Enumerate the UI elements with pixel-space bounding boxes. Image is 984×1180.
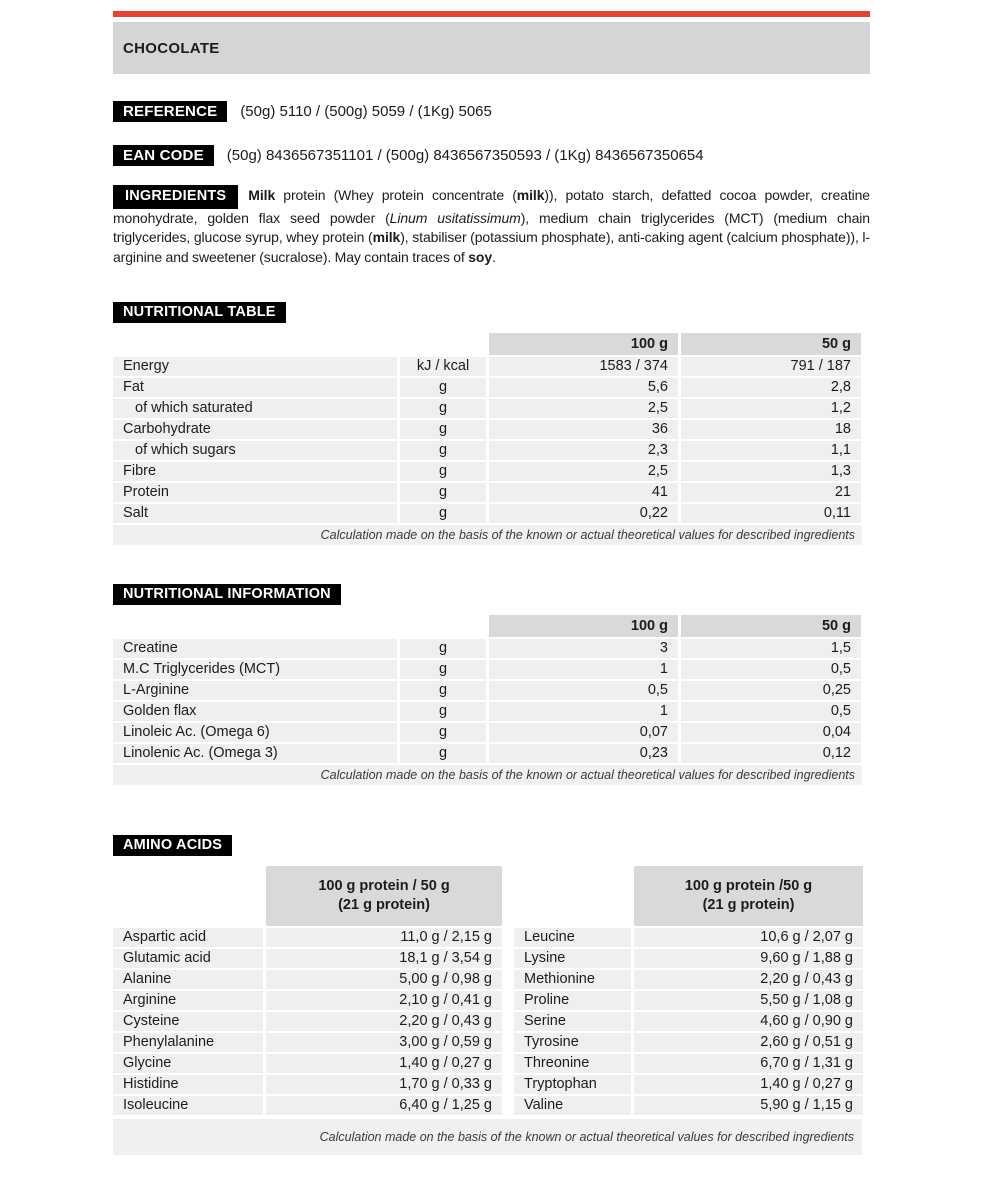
nutritional-information-section [113,584,870,605]
nutritional-information-table [113,615,862,763]
amino-acid-value: 2,20 g / 0,43 g [266,1012,502,1031]
nutrient-unit: g [400,702,486,721]
amino-acid-value: 5,90 g / 1,15 g [634,1096,863,1115]
nutrient-value-100g: 36 [489,420,678,439]
nutrient-value-50g: 1,1 [681,441,861,460]
header-spacer [400,333,486,355]
ingredient-text-segment: milk [516,187,545,203]
ingredient-text-segment: soy [468,248,493,265]
amino-acid-value: 2,10 g / 0,41 g [266,991,502,1010]
nutrient-value-50g: 791 / 187 [681,357,861,376]
amino-acid-name: Proline [514,991,631,1010]
nutrient-value-100g: 5,6 [489,378,678,397]
amino-acids-table-left [113,866,502,1115]
reference-value: (50g) 5110 / (500g) 5059 / (1Kg) 5065 [240,102,492,120]
amino-acid-value: 1,40 g / 0,27 g [634,1075,863,1094]
reference-row [113,100,870,122]
nutritional-information-footnote: Calculation made on the basis of the known or actual theoretical values for described ingredients [113,765,862,785]
nutrient-value-50g: 0,5 [681,660,861,679]
amino-left-header-line1: 100 g protein / 50 g [318,878,450,894]
nutrient-value-100g: 2,3 [489,441,678,460]
amino-acid-name: Histidine [113,1075,263,1094]
amino-acid-name: Aspartic acid [113,928,263,947]
nutrient-name: Golden flax [113,702,397,721]
nutrient-unit: g [400,462,486,481]
amino-acids-footnote-band [113,1119,862,1155]
ingredient-text-segment: Milk [248,187,276,203]
amino-acids-section [113,835,870,856]
nutrient-value-100g: 0,5 [489,681,678,700]
amino-acid-name: Serine [514,1012,631,1031]
amino-acid-value: 1,40 g / 0,27 g [266,1054,502,1073]
nutrient-name: Linolenic Ac. (Omega 3) [113,744,397,763]
amino-acid-value: 5,50 g / 1,08 g [634,991,863,1010]
amino-acid-name: Methionine [514,970,631,989]
nutrient-value-100g: 1 [489,702,678,721]
nutritional-table [113,333,862,523]
nutrient-name: M.C Triglycerides (MCT) [113,660,397,679]
nutrient-unit: g [400,399,486,418]
column-header-100g: 100 g [489,615,678,637]
header-spacer [113,615,397,637]
ingredient-text-segment: Linum usitatissimum [389,209,521,226]
nutrient-unit: g [400,420,486,439]
nutrient-unit: g [400,441,486,460]
amino-acid-name: Valine [514,1096,631,1115]
nutrient-name: Fibre [113,462,397,481]
nutritional-table-section [113,302,870,323]
flavour-title: CHOCOLATE [123,39,220,57]
ingredients-label: INGREDIENTS [113,185,238,209]
amino-left-column-header [266,866,502,926]
header-spacer [400,615,486,637]
nutrient-value-100g: 41 [489,483,678,502]
nutritional-table-heading: NUTRITIONAL TABLE [113,302,286,323]
nutrient-unit: g [400,639,486,658]
nutrient-unit: g [400,744,486,763]
nutrient-unit: g [400,504,486,523]
amino-acid-name: Tryptophan [514,1075,631,1094]
nutrient-value-100g: 2,5 [489,399,678,418]
nutrient-value-50g: 21 [681,483,861,502]
ingredient-text-segment: ), medium chain triglycerides (MCT) (medium chain triglycerides, glucose syrup, whey protein ( [113,209,870,245]
amino-right-column-header [634,866,863,926]
nutrient-name: of which sugars [113,441,397,460]
amino-acid-value: 18,1 g / 3,54 g [266,949,502,968]
amino-right-header-line2: (21 g protein) [702,897,795,913]
reference-label: REFERENCE [113,101,227,122]
nutrient-name: Carbohydrate [113,420,397,439]
nutrient-name: Salt [113,504,397,523]
nutritional-information-heading: NUTRITIONAL INFORMATION [113,584,341,605]
amino-acid-name: Glycine [113,1054,263,1073]
ean-code-value: (50g) 8436567351101 / (500g) 8436567350593 / (1Kg) 8436567350654 [226,146,704,164]
ingredient-text-segment: . [492,248,496,265]
amino-acid-name: Arginine [113,991,263,1010]
amino-acid-name: Tyrosine [514,1033,631,1052]
nutrient-value-100g: 1583 / 374 [489,357,678,376]
amino-right-header-line1: 100 g protein /50 g [684,878,813,894]
amino-acid-value: 9,60 g / 1,88 g [634,949,863,968]
nutrient-value-100g: 2,5 [489,462,678,481]
amino-acid-name: Isoleucine [113,1096,263,1115]
ingredient-text-segment: )), potato starch, defatted cocoa powder, creatine monohydrate, golden flax seed powder ( [113,187,870,226]
nutrient-value-50g: 18 [681,420,861,439]
nutrient-value-50g: 1,2 [681,399,861,418]
nutrient-name: Creatine [113,639,397,658]
ean-code-label: EAN CODE [113,145,214,166]
nutrient-name: of which saturated [113,399,397,418]
nutrient-unit: g [400,723,486,742]
nutrient-unit: g [400,681,486,700]
nutrient-value-50g: 0,5 [681,702,861,721]
nutrient-name: Linoleic Ac. (Omega 6) [113,723,397,742]
amino-acid-name: Threonine [514,1054,631,1073]
header-spacer [113,333,397,355]
amino-acids-heading: AMINO ACIDS [113,835,232,856]
nutrient-name: Fat [113,378,397,397]
ingredient-text-segment: milk [372,229,401,245]
amino-acid-name: Leucine [514,928,631,947]
nutrient-value-50g: 0,12 [681,744,861,763]
header-spacer [113,866,263,926]
column-header-50g: 50 g [681,615,861,637]
nutrient-unit: kJ / kcal [400,357,486,376]
amino-acid-name: Cysteine [113,1012,263,1031]
nutrient-name: Energy [113,357,397,376]
nutrient-value-50g: 0,11 [681,504,861,523]
amino-acid-value: 10,6 g / 2,07 g [634,928,863,947]
column-header-50g: 50 g [681,333,861,355]
sheet-content [113,0,870,1155]
amino-acid-value: 1,70 g / 0,33 g [266,1075,502,1094]
amino-acid-name: Phenylalanine [113,1033,263,1052]
ingredient-text-segment: protein (Whey protein concentrate ( [275,187,517,203]
nutrient-unit: g [400,378,486,397]
column-header-100g: 100 g [489,333,678,355]
flavour-title-box [113,22,870,74]
nutrient-value-100g: 3 [489,639,678,658]
amino-acid-value: 11,0 g / 2,15 g [266,928,502,947]
nutrient-value-50g: 1,5 [681,639,861,658]
nutrient-value-50g: 0,04 [681,723,861,742]
nutrient-value-50g: 2,8 [681,378,861,397]
amino-acid-value: 4,60 g / 0,90 g [634,1012,863,1031]
nutrient-value-50g: 1,3 [681,462,861,481]
nutrient-value-50g: 0,25 [681,681,861,700]
amino-acid-name: Glutamic acid [113,949,263,968]
nutrient-unit: g [400,483,486,502]
amino-acid-value: 5,00 g / 0,98 g [266,970,502,989]
amino-acid-value: 6,40 g / 1,25 g [266,1096,502,1115]
nutrient-value-100g: 0,23 [489,744,678,763]
top-accent-bar [113,11,870,17]
amino-acid-value: 6,70 g / 1,31 g [634,1054,863,1073]
amino-acids-table-right [514,866,863,1115]
amino-acid-value: 3,00 g / 0,59 g [266,1033,502,1052]
nutrient-value-100g: 0,07 [489,723,678,742]
nutrient-unit: g [400,660,486,679]
amino-acid-name: Alanine [113,970,263,989]
nutrient-name: Protein [113,483,397,502]
nutrient-value-100g: 1 [489,660,678,679]
header-spacer [514,866,631,926]
ingredient-text-segment: ), stabiliser (potassium phosphate), anti-caking agent (calcium phosphate)), l-arginine and sweetener (sucralose). May contain traces of [113,229,870,265]
nutrient-name: L-Arginine [113,681,397,700]
amino-left-header-line2: (21 g protein) [338,897,430,913]
amino-acids-tables [113,866,862,1115]
nutrient-value-100g: 0,22 [489,504,678,523]
ean-code-row [113,144,870,166]
amino-acids-footnote: Calculation made on the basis of the known or actual theoretical values for described ingredients [319,1130,854,1144]
nutritional-table-footnote: Calculation made on the basis of the known or actual theoretical values for described ingredients [113,525,862,545]
amino-acid-value: 2,60 g / 0,51 g [634,1033,863,1052]
amino-acid-value: 2,20 g / 0,43 g [634,970,863,989]
amino-acid-name: Lysine [514,949,631,968]
ingredients-paragraph [113,185,870,267]
